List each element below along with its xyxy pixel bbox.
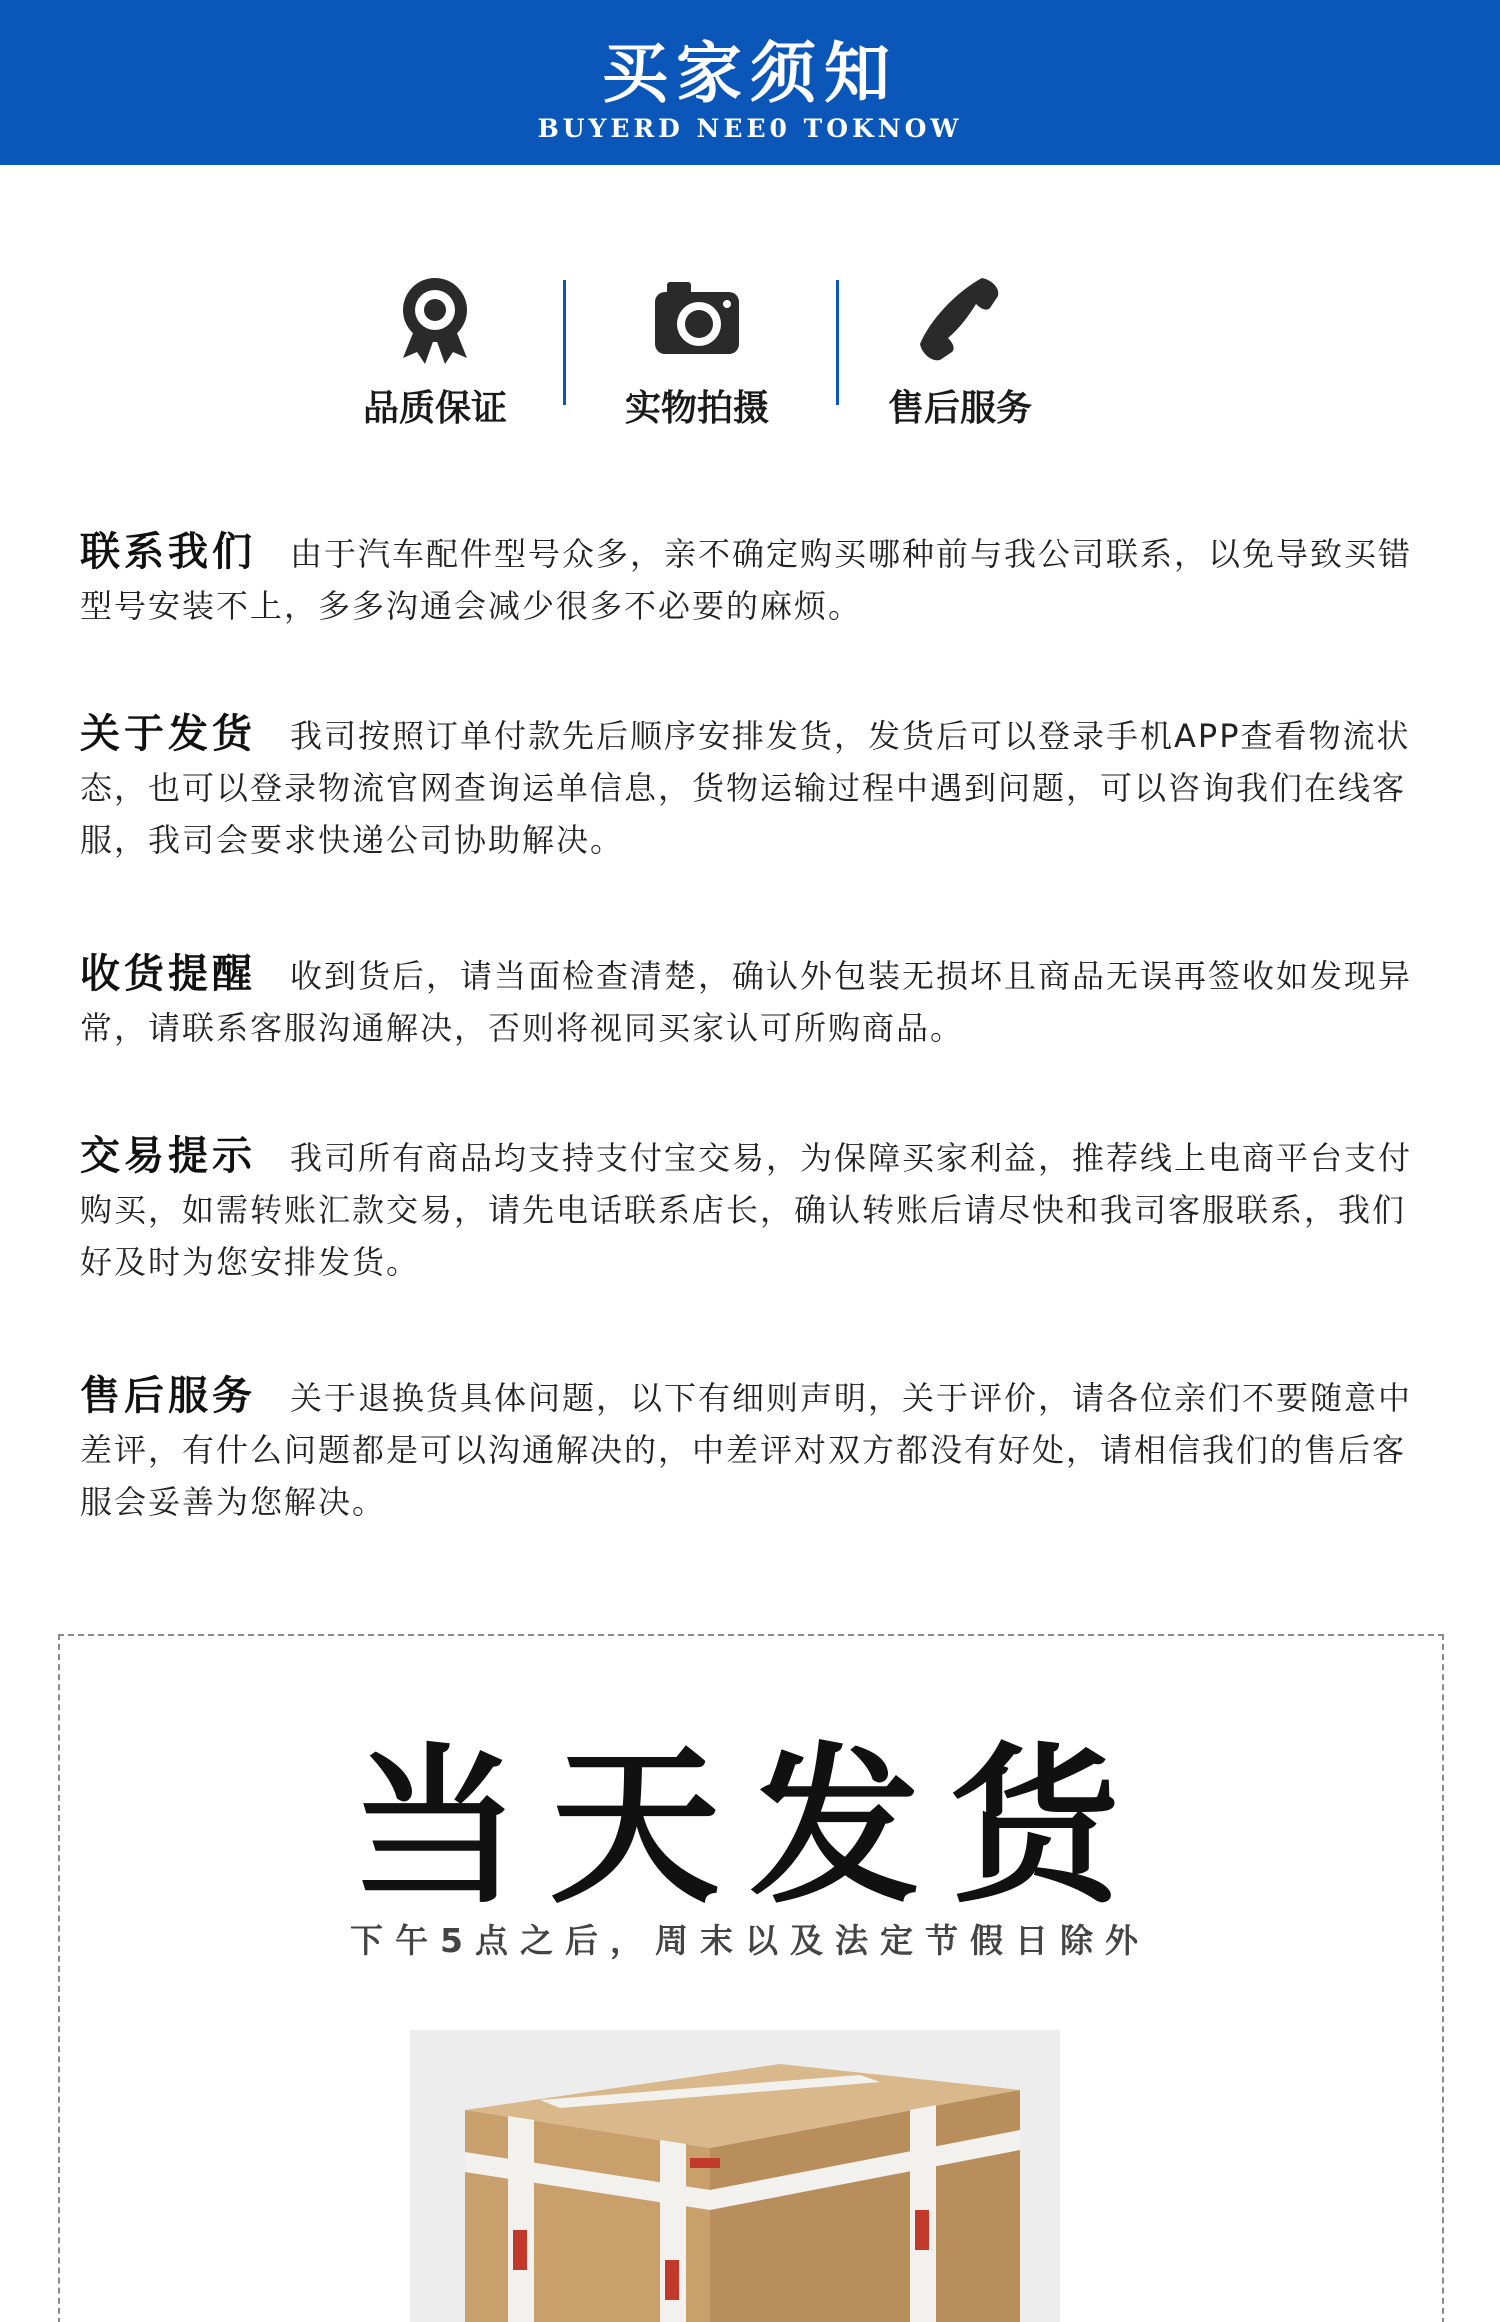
award-ribbon-icon [385, 270, 485, 370]
notice-body: 收到货后，请当面检查清楚，确认外包装无损坏且商品无误再签收如发现异常，请联系客服沟通解决，否则将视同买家认可所购商品。 [80, 957, 1413, 1047]
camera-icon [647, 270, 747, 370]
feature-label: 品质保证 [362, 388, 507, 429]
shipping-title: 当天发货 [349, 1729, 1150, 1927]
feature-quality [335, 270, 535, 431]
header-banner [0, 0, 1500, 165]
divider [563, 280, 566, 405]
notice-shipping [80, 708, 1430, 866]
notice-title: 售后服务 [80, 1373, 256, 1419]
notice-contact [80, 526, 1430, 632]
feature-label: 售后服务 [887, 388, 1032, 429]
feature-label: 实物拍摄 [624, 388, 769, 429]
shipping-subtitle: 下午5点之后，周末以及法定节假日除外 [350, 1921, 1150, 1960]
feature-after-sales [860, 270, 1060, 431]
notice-body: 我司按照订单付款先后顺序安排发货，发货后可以登录手机APP查看物流状态，也可以登录物流官网查询运单信息，货物运输过程中遇到问题，可以咨询我们在线客服，我司会要求快递公司协助解决。 [80, 717, 1411, 859]
notice-title: 交易提示 [80, 1133, 256, 1179]
cardboard-box-photo [410, 2030, 1060, 2322]
feature-real-photo [597, 270, 797, 431]
notice-title: 联系我们 [80, 529, 256, 575]
notice-title: 关于发货 [80, 711, 256, 757]
notice-title: 收货提醒 [80, 951, 256, 997]
phone-icon [910, 270, 1010, 370]
notice-receipt [80, 948, 1430, 1054]
notice-transaction [80, 1130, 1430, 1288]
divider [836, 280, 839, 405]
notice-body: 我司所有商品均支持支付宝交易，为保障买家利益，推荐线上电商平台支付购买，如需转账汇款交易，请先电话联系店长，确认转账后请尽快和我司客服联系，我们好及时为您安排发货。 [80, 1139, 1413, 1281]
page-subtitle: BUYERD NEE0 TOKNOW [537, 114, 963, 143]
notice-after-sales [80, 1370, 1430, 1528]
notice-body: 关于退换货具体问题，以下有细则声明，关于评价，请各位亲们不要随意中差评，有什么问题都是可以沟通解决的，中差评对双方都没有好处，请相信我们的售后客服会妥善为您解决。 [80, 1379, 1413, 1521]
page-title: 买家须知 [602, 34, 898, 112]
notice-body: 由于汽车配件型号众多，亲不确定购买哪种前与我公司联系，以免导致买错型号安装不上，多多沟通会减少很多不必要的麻烦。 [80, 535, 1413, 625]
